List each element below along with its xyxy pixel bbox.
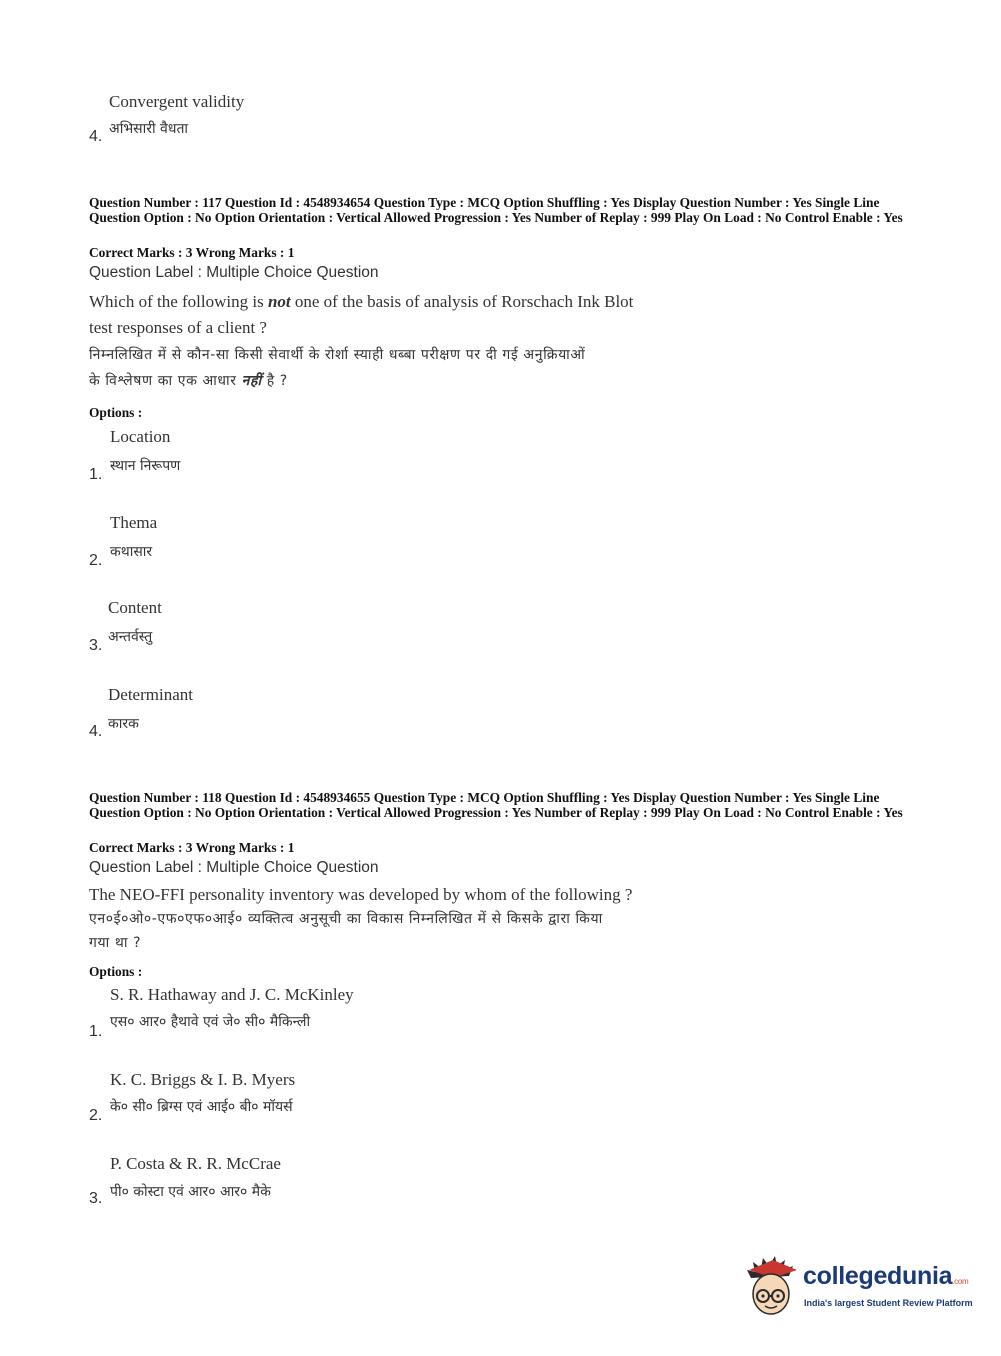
q117-option-3-en: Content [108, 598, 162, 617]
q118-option-2-hi: के० सी० ब्रिग्स एवं आई० बी० मॉयर्स [110, 1099, 293, 1115]
mascot-icon [743, 1252, 803, 1322]
prev-option-4-en: Convergent validity [109, 92, 245, 111]
q118-option-3-hi: पी० कोस्टा एवं आर० आर० मैके [110, 1184, 271, 1200]
q117-option-2-en: Thema [110, 513, 158, 532]
q117-option-1-number: 1. [89, 466, 103, 483]
q117-text-hi-part2: है ? [261, 373, 288, 389]
logo-tagline: India's largest Student Review Platform [804, 1298, 973, 1308]
q117-text-en-part2: one of the basis of analysis of Rorschach Ink Blot [290, 292, 634, 311]
q118-option-1-hi: एस० आर० हैथावे एवं जे० सी० मैकिन्ली [110, 1014, 311, 1030]
logo-name: collegedunia [803, 1262, 953, 1290]
q118-option-1-number: 1. [89, 1023, 103, 1040]
q118-option-1-en: S. R. Hathaway and J. C. McKinley [110, 985, 354, 1004]
q117-meta: Question Number : 117 Question Id : 4548934654 Question Type : MCQ Option Shuffling : Yes Display Question Number : Yes Single Line Question Option : No Option Orientation : Vertical Allowed Progression : Yes Number of Replay : 999 Play On Load : No Control Enable : Yes [89, 195, 903, 225]
q117-question-label: Question Label : Multiple Choice Question [89, 264, 379, 281]
q118-text-hi-line1: एन०ई०ओ०-एफ०एफ०आई० व्यक्तित्व अनुसूची का विकास निम्नलिखित में से किसके द्वारा किया [89, 911, 603, 927]
prev-option-4-hi: अभिसारी वैधता [109, 121, 189, 137]
q117-option-2-number: 2. [89, 552, 103, 569]
q117-option-2-hi: कथासार [110, 544, 153, 560]
q118-option-3-en: P. Costa & R. R. McCrae [110, 1154, 281, 1173]
q117-text-en-part1: Which of the following is [89, 292, 268, 311]
q117-text-hi-line2 [89, 371, 288, 390]
q117-option-4-en: Determinant [108, 685, 193, 704]
q118-text-hi-line2: गया था ? [89, 935, 142, 951]
q117-option-4-number: 4. [89, 723, 103, 740]
q117-text-en-line2: test responses of a client ? [89, 318, 267, 337]
q118-text-en-line1: The NEO-FFI personality inventory was developed by whom of the following ? [89, 885, 633, 904]
q117-option-4-hi: कारक [108, 716, 139, 732]
q117-marks: Correct Marks : 3 Wrong Marks : 1 [89, 245, 295, 260]
q117-text-hi-emphasis: नहीं [241, 373, 262, 389]
q118-option-2-number: 2. [89, 1107, 103, 1124]
q117-text-en-line1 [89, 292, 633, 312]
q117-option-1-hi: स्थान निरूपण [110, 458, 181, 474]
logo-wordmark [803, 1262, 968, 1291]
q118-marks: Correct Marks : 3 Wrong Marks : 1 [89, 840, 295, 855]
q118-options-heading: Options : [89, 964, 143, 979]
collegedunia-logo [743, 1252, 973, 1322]
q117-options-heading: Options : [89, 405, 143, 420]
q117-option-3-hi: अन्तर्वस्तु [108, 629, 153, 645]
q118-option-2-en: K. C. Briggs & I. B. Myers [110, 1070, 296, 1089]
q117-text-hi-line1: निम्नलिखित में से कौन-सा किसी सेवार्थी के रोर्शा स्याही धब्बा परीक्षण पर दी गई अनुक्रियाओं [89, 347, 586, 363]
q117-option-1-en: Location [110, 427, 171, 446]
q117-option-3-number: 3. [89, 637, 103, 654]
q117-text-hi-part1: के विश्लेषण का एक आधार [89, 373, 242, 389]
q117-text-en-emphasis: not [267, 292, 291, 311]
prev-option-4-number: 4. [89, 128, 103, 145]
q118-question-label: Question Label : Multiple Choice Question [89, 859, 379, 876]
logo-suffix: .com [952, 1277, 969, 1286]
q118-meta: Question Number : 118 Question Id : 4548934655 Question Type : MCQ Option Shuffling : Yes Display Question Number : Yes Single Line Question Option : No Option Orientation : Vertical Allowed Progression : Yes Number of Replay : 999 Play On Load : No Control Enable : Yes [89, 790, 903, 820]
q118-option-3-number: 3. [89, 1190, 103, 1207]
